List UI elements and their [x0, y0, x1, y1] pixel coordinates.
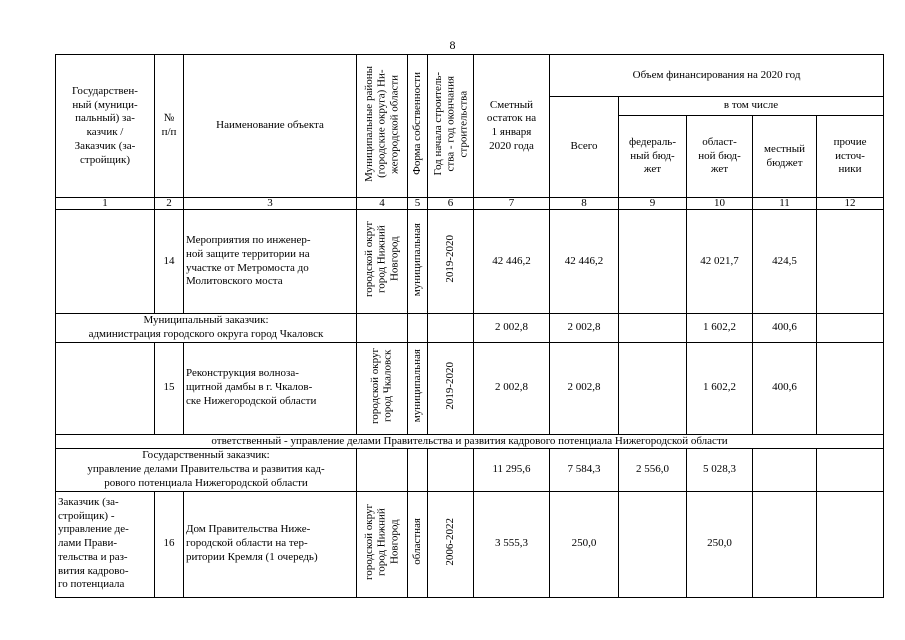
row15-district: [357, 342, 408, 434]
header-districts-text: Муниципальные районы (городские округа) Ни- жегородской области: [363, 65, 401, 182]
section-chkalovsk-empty: [357, 314, 408, 343]
row15-other: [817, 342, 884, 434]
header-years: [428, 55, 474, 198]
section-admin-federal: 2 556,0: [619, 449, 687, 491]
row14-customer: [56, 210, 155, 314]
col-number: 5: [408, 198, 428, 210]
section-admin-label: Государственный заказчик: управление делами Правительства и развития кад- рового потенциала Нижегородской области: [56, 449, 357, 491]
section-admin-local: [753, 449, 817, 491]
section-chkalovsk-other: [817, 314, 884, 343]
row14-ownership-text: муниципальная: [411, 222, 424, 296]
row14-regional: 42 021,7: [687, 210, 753, 314]
row16-ownership: [408, 491, 428, 597]
row14-other: [817, 210, 884, 314]
row15-name: Реконструкция волноза- щитной дамбы в г. Чкалов- ске Нижегородской области: [184, 342, 357, 434]
row16-other: [817, 491, 884, 597]
header-federal: федераль- ный бюд- жет: [619, 116, 687, 198]
row14-total: 42 446,2: [550, 210, 619, 314]
header-regional: област- ной бюд- жет: [687, 116, 753, 198]
header-num: № п/п: [155, 55, 184, 198]
col-number: 12: [817, 198, 884, 210]
col-number: 8: [550, 198, 619, 210]
table-row-14: [56, 210, 884, 314]
section-chkalovsk-empty: [408, 314, 428, 343]
row16-name: Дом Правительства Ниже- городской области на тер- ритории Кремля (1 очередь): [184, 491, 357, 597]
row15-total: 2 002,8: [550, 342, 619, 434]
section-admin-total: 7 584,3: [550, 449, 619, 491]
responsible-row: [56, 434, 884, 449]
section-admin-other: [817, 449, 884, 491]
header-total: Всего: [550, 97, 619, 198]
row16-total: 250,0: [550, 491, 619, 597]
row14-ownership: [408, 210, 428, 314]
row15-num: 15: [155, 342, 184, 434]
column-numbers-row: [56, 198, 884, 210]
section-admin-empty: [357, 449, 408, 491]
row16-years: [428, 491, 474, 597]
header-local: местный бюджет: [753, 116, 817, 198]
row16-ownership-text: областная: [411, 518, 424, 565]
header-districts: [357, 55, 408, 198]
row16-balance: 3 555,3: [474, 491, 550, 597]
row15-ownership-text: муниципальная: [411, 349, 424, 423]
section-chkalovsk-balance: 2 002,8: [474, 314, 550, 343]
row16-num: 16: [155, 491, 184, 597]
page-number: 8: [449, 38, 456, 52]
row16-district: [357, 491, 408, 597]
section-chkalovsk-regional: 1 602,2: [687, 314, 753, 343]
header-ownership-text: Форма собственности: [411, 72, 424, 176]
section-chkalovsk-total: 2 002,8: [550, 314, 619, 343]
header-funding: Объем финансирования на 2020 год: [550, 55, 884, 97]
row15-regional: 1 602,2: [687, 342, 753, 434]
row15-customer: [56, 342, 155, 434]
row15-local: 400,6: [753, 342, 817, 434]
col-number: 6: [428, 198, 474, 210]
section-chkalovsk-empty: [428, 314, 474, 343]
row14-years: [428, 210, 474, 314]
responsible-line: ответственный - управление делами Правительства и развития кадрового потенциала Нижегородской области: [56, 434, 884, 449]
row14-balance: 42 446,2: [474, 210, 550, 314]
section-chkalovsk-local: 400,6: [753, 314, 817, 343]
row14-years-text: 2019-2020: [444, 235, 457, 283]
financing-table: [55, 54, 884, 598]
section-admin-empty: [408, 449, 428, 491]
row14-name: Мероприятия по инженер- ной защите территории на участке от Метромоста до Молитовского моста: [184, 210, 357, 314]
row16-federal: [619, 491, 687, 597]
section-admin-regional: 5 028,3: [687, 449, 753, 491]
col-number: 3: [184, 198, 357, 210]
col-number: 4: [357, 198, 408, 210]
col-number: 10: [687, 198, 753, 210]
header-years-text: Год начала строитель- ства - год окончания строительства: [431, 71, 469, 176]
col-number: 1: [56, 198, 155, 210]
header-ownership: [408, 55, 428, 198]
row16-customer: Заказчик (за- стройщик) - управление де- лами Прави- тельства и раз- вития кадрово- го потенциала: [56, 491, 155, 597]
section-chkalovsk-label: Муниципальный заказчик: администрация городского округа город Чкаловск: [56, 314, 357, 343]
col-number: 2: [155, 198, 184, 210]
header-object-name: Наименование объекта: [184, 55, 357, 198]
header-other: прочие источ- ники: [817, 116, 884, 198]
row15-ownership: [408, 342, 428, 434]
row16-district-text: городской округ город Нижний Новгород: [363, 503, 401, 580]
table-row-15: [56, 342, 884, 434]
col-number: 9: [619, 198, 687, 210]
section-admin-empty: [428, 449, 474, 491]
section-admin-balance: 11 295,6: [474, 449, 550, 491]
col-number: 7: [474, 198, 550, 210]
section-chkalovsk-federal: [619, 314, 687, 343]
row15-district-text: городской округ город Чкаловск: [369, 347, 394, 424]
row14-federal: [619, 210, 687, 314]
col-number: 11: [753, 198, 817, 210]
section-row-chkalovsk: [56, 314, 884, 343]
header-customer: Государствен- ный (муници- пальный) за- казчик / Заказчик (за- стройщик): [56, 55, 155, 198]
table-row-16: [56, 491, 884, 597]
row15-years: [428, 342, 474, 434]
row15-federal: [619, 342, 687, 434]
row16-local: [753, 491, 817, 597]
row14-num: 14: [155, 210, 184, 314]
row16-regional: 250,0: [687, 491, 753, 597]
row14-district: [357, 210, 408, 314]
row15-years-text: 2019-2020: [444, 361, 457, 410]
row16-years-text: 2006-2022: [444, 517, 457, 566]
section-row-admin: [56, 449, 884, 491]
row14-local: 424,5: [753, 210, 817, 314]
header-balance: Сметный остаток на 1 января 2020 года: [474, 55, 550, 198]
row14-district-text: городской округ город Нижний Новгород: [363, 221, 401, 298]
row15-balance: 2 002,8: [474, 342, 550, 434]
header-including: в том числе: [619, 97, 884, 116]
